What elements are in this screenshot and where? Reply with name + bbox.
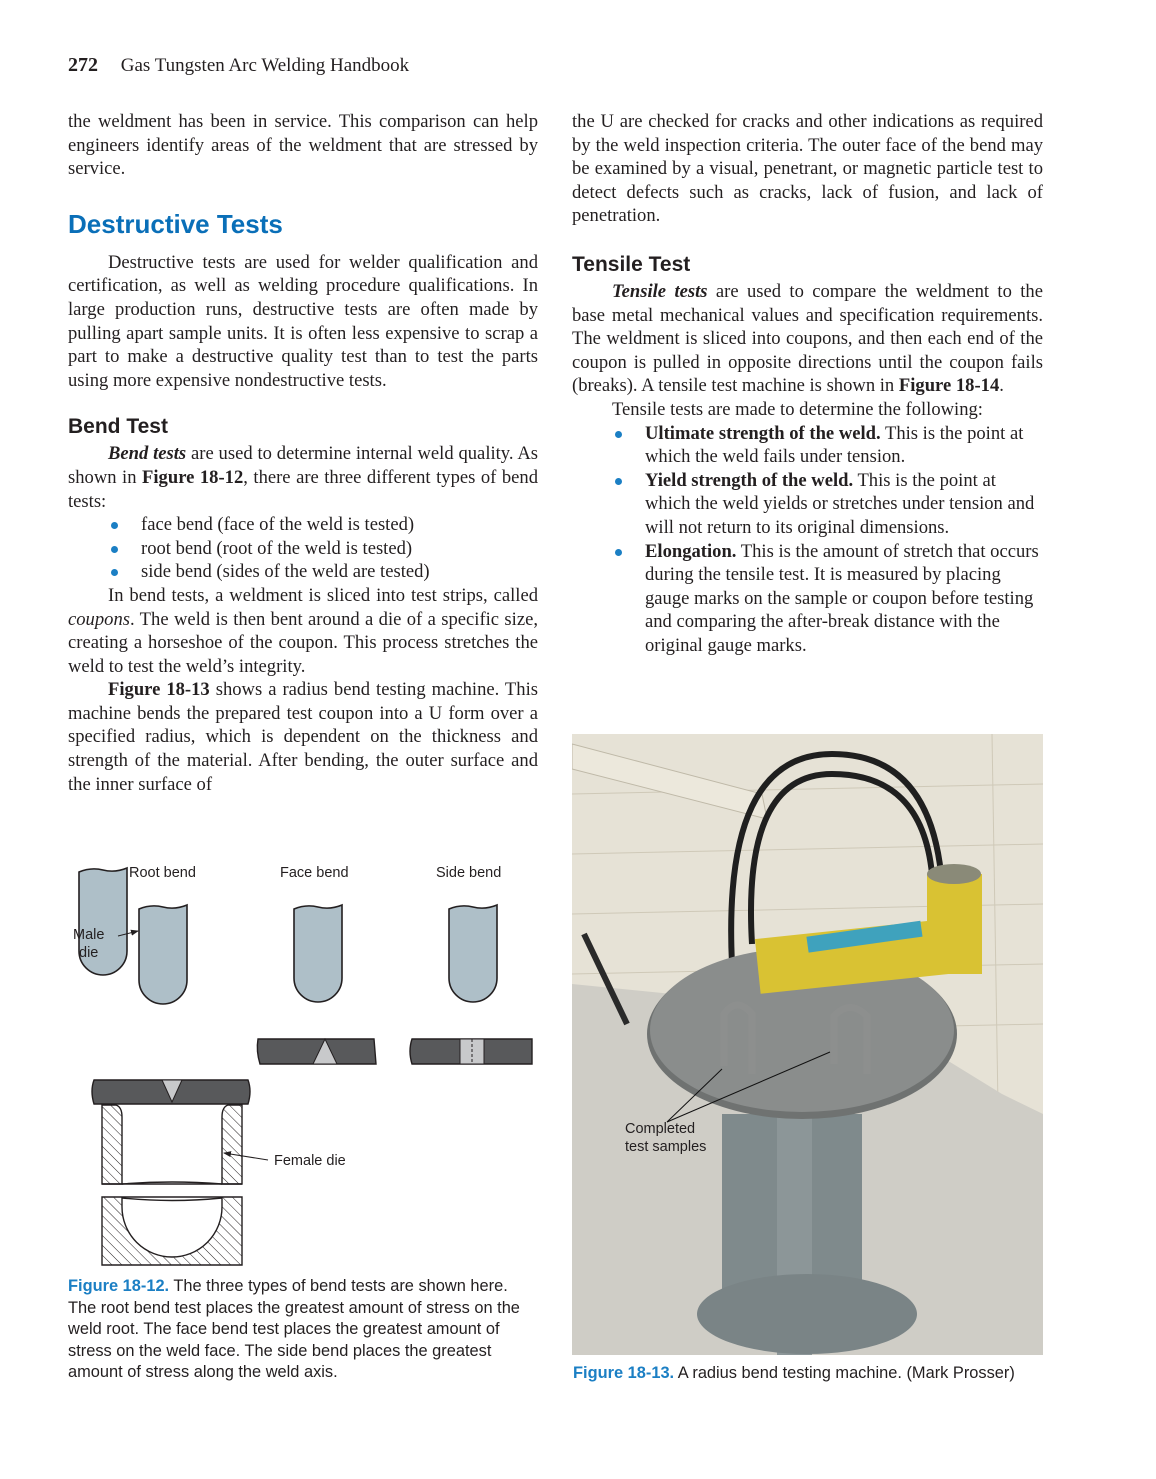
item-text: This is the point at which the weld fails under tension. — [645, 422, 1024, 468]
item-term: Elongation. — [645, 540, 737, 562]
item-term: Ultimate strength of the weld. — [645, 422, 881, 444]
tensile-paragraph-1 — [572, 280, 1043, 398]
term-tensile-tests: Tensile tests — [612, 280, 708, 302]
bend-p1-text-b: , there are three different types of bend tests: — [68, 466, 538, 512]
bend-paragraph-2 — [68, 584, 538, 678]
figure-18-13-caption — [573, 1363, 1053, 1385]
figure-ref-18-12: Figure 18-12 — [142, 466, 244, 488]
label-side-bend: Side bend — [436, 865, 502, 881]
bend-p1-text-a: are used to determine internal weld quality. As shown in — [68, 443, 539, 488]
continued-paragraph: the U are checked for cracks and other indications as required by the weld inspection criteria. The outer face of the bend may be examined by a visual, penetrant, or magnetic particle test to detect defects such as cracks, lack of fusion, and lack of penetration. — [572, 111, 1043, 227]
figure-ref-18-14: Figure 18-14 — [898, 375, 1000, 397]
caption-text: A radius bend testing machine. (Mark Prosser) — [674, 1364, 1015, 1382]
figure-18-13-photo — [572, 734, 1043, 1355]
list-item: side bend (sides of the weld are tested) — [108, 560, 538, 584]
tensile-p1-text-b: . — [999, 375, 1004, 397]
left-column — [68, 110, 538, 796]
photo-label-line1: Completed — [625, 1121, 696, 1137]
list-item — [612, 469, 1043, 540]
running-head — [68, 54, 409, 77]
label-male-die-2 — [79, 945, 98, 961]
caption-text: The three types of bend tests are shown here. The root bend test places the greatest amount of stress on the weld root. The face bend test places the greatest amount of stress on the weld face. The side bend places the greatest amount of stress along the weld axis. — [68, 1277, 520, 1382]
tensile-paragraph-2: Tensile tests are made to determine the following: — [612, 398, 983, 420]
label-male-die-line2: die — [79, 945, 99, 961]
figure-18-12-diagram — [68, 855, 548, 1275]
page-number: 272 — [68, 54, 98, 76]
tensile-properties-list — [572, 422, 1043, 658]
bend-testing-machine-photo — [572, 734, 1043, 1355]
label-face-bend: Face bend — [280, 865, 349, 881]
right-column — [572, 110, 1043, 657]
tensile-p1-text-a: are used to compare the weldment to the base metal mechanical values and specification requirements. The weldment is sliced into coupons, and then each end of the coupon is pulled in opposite directions until the coupon fails (breaks). A tensile test machine is shown in — [572, 280, 1043, 397]
term-coupons: coupons — [68, 608, 130, 630]
figure-ref-18-13: Figure 18-13 — [108, 679, 210, 701]
figure-18-12-caption — [68, 1276, 538, 1384]
root-bend-coupon — [92, 1080, 250, 1104]
destructive-paragraph: Destructive tests are used for welder qualification and certification, as well as welding procedure qualifications. In large production runs, destructive tests are often made by pulling apart sample units. It is often less expensive to scrap a part to make a destructive quality test than to test the parts using more expensive nondestructive tests. — [68, 251, 538, 391]
list-item: root bend (root of the weld is tested) — [108, 537, 538, 561]
bend-p2-text-b: . The weld is then bent around a die of a specific size, creating a horseshoe of the coupon. This process stretches the weld to test the weld’s integrity. — [68, 608, 538, 677]
side-bend-coupon — [410, 1039, 532, 1064]
female-die — [102, 1105, 242, 1265]
label-male-die-line1: Male — [73, 927, 105, 943]
heading-tensile-test: Tensile Test — [572, 252, 691, 276]
bend-p2-text-a: In bend tests, a weldment is sliced into test strips, called — [108, 584, 538, 606]
figure-label: Figure 18-12. — [68, 1277, 170, 1295]
bend-test-diagram — [68, 855, 548, 1275]
term-bend-tests: Bend tests — [108, 443, 187, 465]
book-title: Gas Tungsten Arc Welding Handbook — [120, 55, 410, 76]
photo-label-completed-samples — [625, 1120, 706, 1156]
list-item — [612, 422, 1043, 469]
label-male-die — [73, 927, 104, 943]
face-bend-coupon — [257, 1039, 376, 1064]
figure-label: Figure 18-13. — [573, 1364, 675, 1382]
bend-paragraph-3 — [68, 678, 538, 796]
heading-bend-test: Bend Test — [68, 415, 168, 439]
bend-types-list — [68, 513, 538, 584]
label-root-bend: Root bend — [129, 865, 196, 881]
list-item: face bend (face of the weld is tested) — [108, 513, 538, 537]
bend-p3-text: shows a radius bend testing machine. This machine bends the prepared test coupon into a U form over a specified radius, which is dependent on the thickness and strength of the material. After bending, the outer surface and the inner surface of — [68, 679, 538, 795]
item-text: This is the point at which the weld yields or stretches under tension and will not return to its original dimensions. — [645, 469, 1035, 538]
label-female-die: Female die — [274, 1153, 346, 1169]
intro-paragraph: the weldment has been in service. This comparison can help engineers identify areas of the weldment that are stressed by service. — [68, 111, 538, 180]
list-item — [612, 540, 1043, 658]
photo-label-line2: test samples — [625, 1139, 707, 1155]
heading-destructive-tests: Destructive Tests — [68, 208, 283, 239]
bend-paragraph-1 — [68, 442, 538, 513]
item-term: Yield strength of the weld. — [645, 469, 854, 491]
item-text: This is the amount of stretch that occurs during the tensile test. It is measured by placing gauge marks on the sample or coupon before testing and comparing the after-break distance with the original gauge marks. — [645, 540, 1039, 656]
